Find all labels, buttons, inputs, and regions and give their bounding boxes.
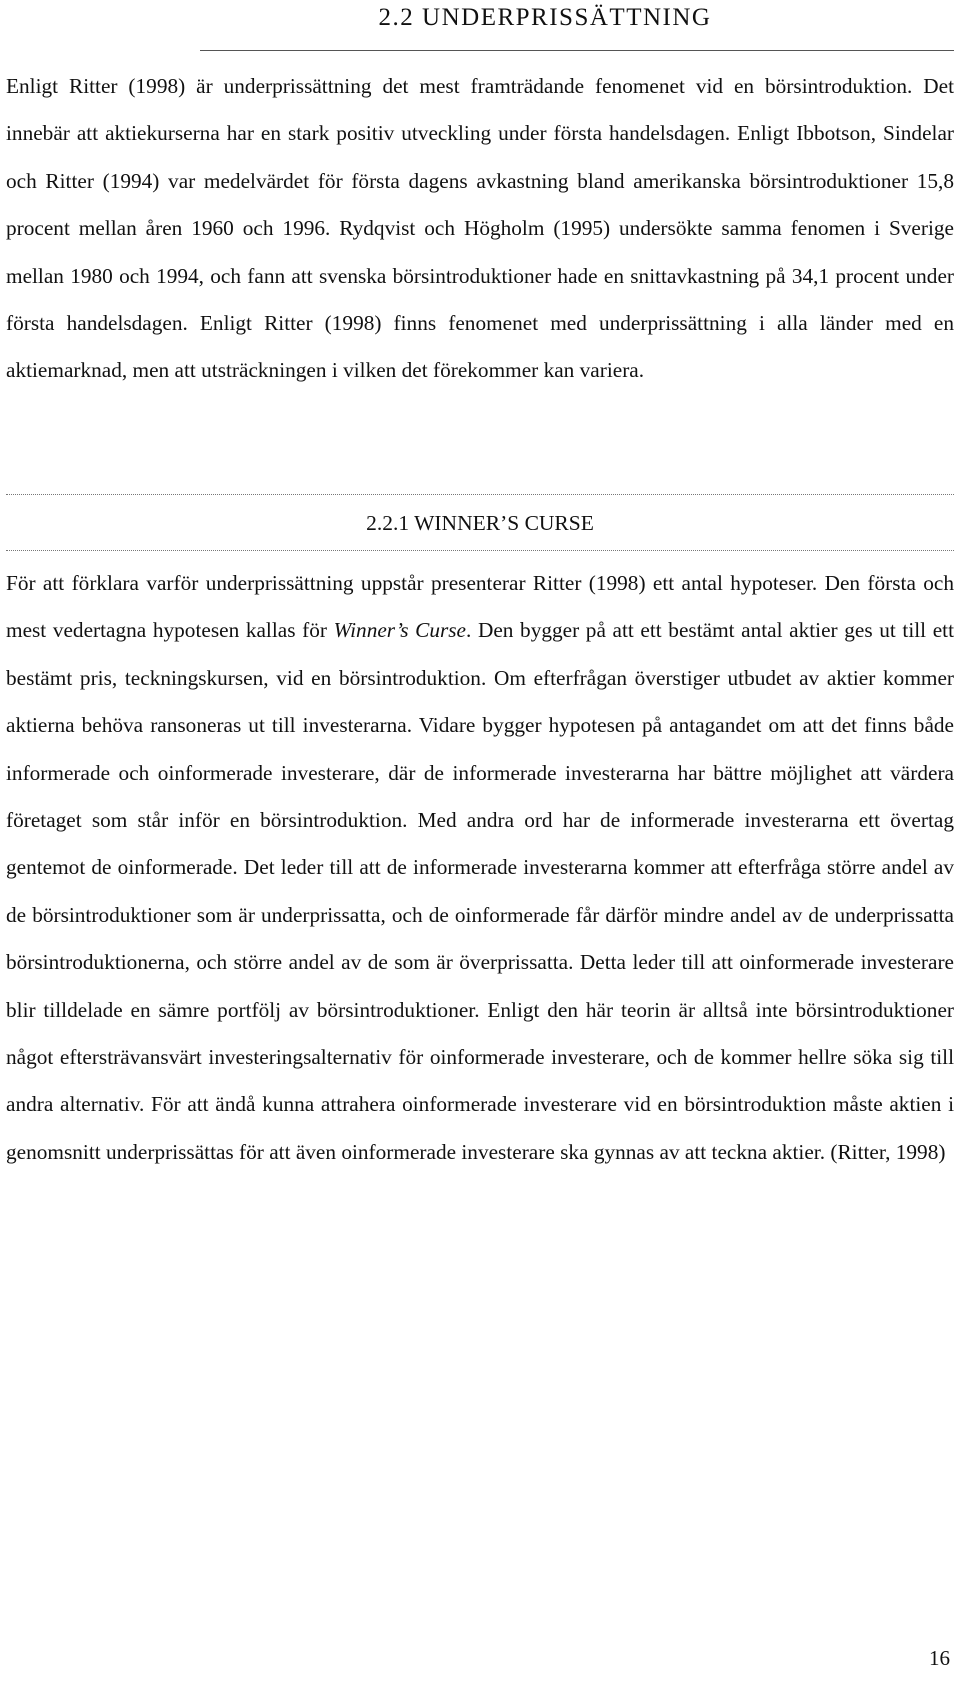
page-number: 16: [929, 1646, 950, 1670]
subsection-rule-top: [6, 494, 954, 495]
section-heading: 2.2 UNDERPRISSÄTTNING: [378, 4, 712, 31]
body-paragraph-winners-curse: [6, 560, 954, 1176]
subsection-heading: 2.2.1 WINNER’S CURSE: [366, 511, 594, 535]
paragraph-text-before: För att förklara varför underprissättning uppstår presenterar Ritter (1998) ett antal hypoteser. Den första och mest vedertagna hypotesen kallas för: [6, 571, 954, 643]
subsection-rule-bottom: [6, 550, 954, 551]
heading-underline: [200, 50, 954, 51]
paragraph-text-after: . Den bygger på att ett bestämt antal aktier ges ut till ett bestämt pris, teckningskursen, vid en börsintroduktion. Om efterfrågan överstiger utbudet av aktier kommer aktierna behöva ransoneras ut till investerarna. Vidare bygger hypotesen på antagandet om att det finns både informerade och oinformerade investerare, där de informerade investerarna har bättre möjlighet att värdera företaget som står inför en börsintroduktion. Med andra ord har de informerade investerarna ett övertag gentemot de oinformerade. Det leder till att de informerade investerarna kommer att efterfråga större andel av de börsintroduktioner som är underprissatta, och de oinformerade får därför mindre andel av de underprissatta börsintroduktionerna, och större andel av de som är överprissatta. Detta leder till att oinformerade investerare blir tilldelade en sämre portfölj av börsintroduktioner. Enligt den här teorin är alltså inte börsintroduktioner något eftersträvansvärt investeringsalternativ för oinformerade investerare, och de kommer hellre söka sig till andra alternativ. För att ändå kunna attrahera oinformerade investerare vid en börsintroduktion måste aktien i genomsnitt underprissättas för att även oinformerade investerare ska gynnas av att teckna aktier. (Ritter, 1998): [6, 618, 954, 1164]
body-paragraph-underprissattning: Enligt Ritter (1998) är underprissättning det mest framträdande fenomenet vid en börsintroduktion. Det innebär att aktiekurserna har en stark positiv utveckling under första handelsdagen. Enligt Ibbotson, Sindelar och Ritter (1994) var medelvärdet för första dagens avkastning bland amerikanska börsintroduktioner 15,8 procent mellan åren 1960 och 1996. Rydqvist och Högholm (1995) undersökte samma fenomen i Sverige mellan 1980 och 1994, och fann att svenska börsintroduktioner hade en snittavkastning på 34,1 procent under första handelsdagen. Enligt Ritter (1998) finns fenomenet med underprissättning i alla länder med en aktiemarknad, men att utsträckningen i vilken det förekommer kan variera.: [6, 74, 954, 383]
emphasized-term: Winner’s Curse: [333, 618, 467, 643]
